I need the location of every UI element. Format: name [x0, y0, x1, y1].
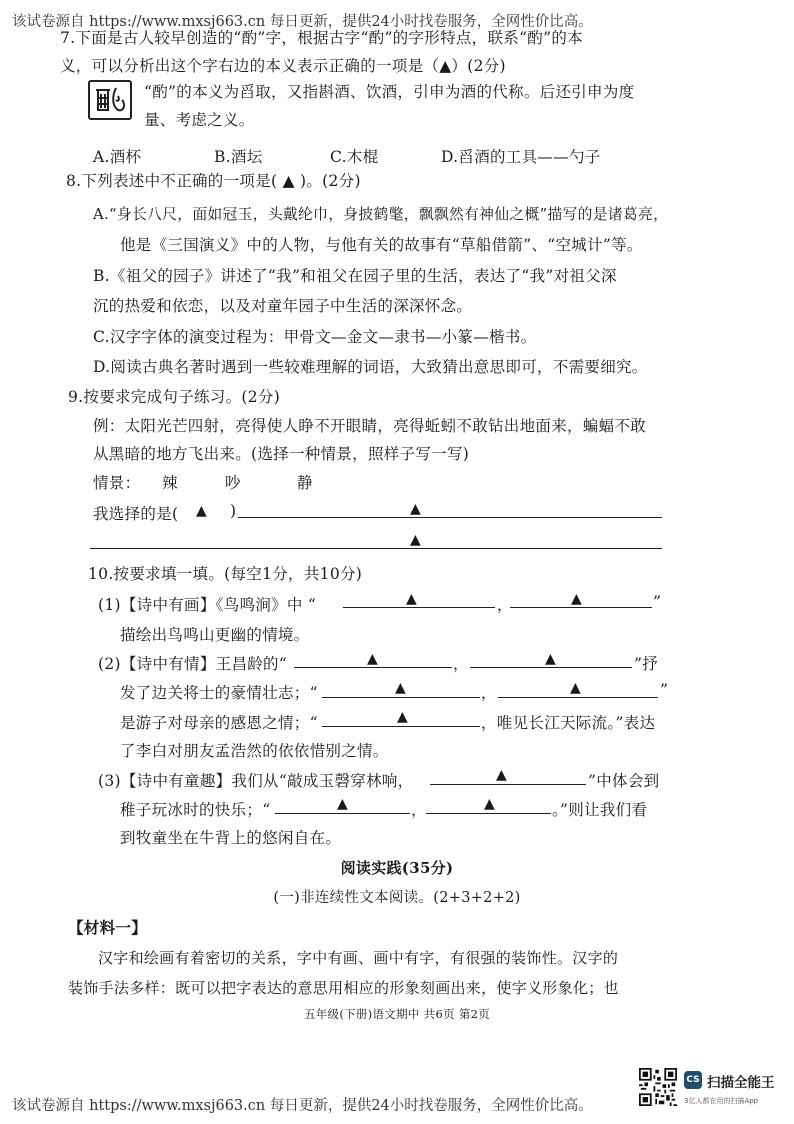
scanner-app-name: 扫描全能王	[707, 1075, 775, 1091]
q9-answer-mark1-icon: ▲	[410, 501, 421, 517]
q10-blank-8-mark-icon: ▲	[496, 767, 507, 783]
q7-line1: 7.下面是古人较早创造的“酌”字，根据古字“酌”的字形特点，联系“酌”的本	[60, 29, 583, 47]
q10-blank-1-mark-icon: ▲	[406, 591, 417, 607]
q10-blank-9-mark-icon: ▲	[337, 796, 348, 812]
q9-example-line2: 从黑暗的地方飞出来。(选择一种情景，照样子写一写)	[93, 445, 470, 463]
q10-p3-prefix-tail: ”中体会到	[588, 772, 660, 790]
q9-scene-label: 情景：	[93, 474, 141, 492]
q10-p1-comma: ，	[497, 596, 513, 614]
q7-option-d: D.舀酒的工具——勺子	[441, 148, 601, 166]
q8-option-a-line2: 他是《三国演义》中的人物，与他有关的故事有“草船借箭”、“空城计”等。	[120, 236, 643, 254]
zhuo-glyph-icon	[90, 82, 130, 118]
q8-stem: 8.下列表述中不正确的一项是( ▲ )。(2分)	[66, 172, 361, 190]
q10-p2-line4: 了李白对朋友孟浩然的依依惜别之情。	[120, 742, 389, 760]
q10-blank-9[interactable]	[275, 813, 410, 814]
material-one-heading: 【材料一】	[68, 918, 148, 937]
reading-section-title: 阅读实践(35分)	[340, 859, 454, 877]
q10-p1-close: ”	[653, 593, 662, 611]
q7-option-c: C.木棍	[330, 148, 379, 166]
q9-answer-mark2-icon: ▲	[410, 532, 421, 548]
q10-p3-line2: 稚子玩冰时的快乐；“	[120, 801, 271, 819]
q10-blank-6-mark-icon: ▲	[570, 680, 581, 696]
q8-option-c: C.汉字字体的演变过程为：甲骨文—金文—隶书—小篆—楷书。	[93, 328, 537, 346]
q8-option-d: D.阅读古典名著时遇到一些较难理解的词语，大致猜出意思即可，不需要细究。	[93, 358, 648, 376]
q10-p1-desc: 描绘出鸟鸣山更幽的情境。	[120, 626, 310, 644]
q10-blank-7-mark-icon: ▲	[397, 709, 408, 725]
q10-blank-7[interactable]	[322, 726, 480, 727]
q10-p2-close: ”抒	[634, 655, 659, 673]
q9-scene-spicy: 辣	[162, 474, 178, 492]
q8-option-b-line2: 沉的热爱和依恋，以及对童年园子中生活的深深怀念。	[93, 297, 473, 315]
q10-blank-4-mark-icon: ▲	[545, 651, 556, 667]
q9-stem: 9.按要求完成句子练习。(2分)	[68, 388, 281, 406]
q9-scene-noisy: 吵	[225, 474, 241, 492]
q7-definition-line1: “酌”的本义为舀取，又指斟酒、饮酒，引申为酒的代称。后还引申为度	[144, 83, 635, 101]
q7-option-a: A.酒杯	[93, 148, 142, 166]
reading-subsection-title: (一)非连续性文本阅读。(2+3+2+2)	[273, 890, 521, 906]
q8-option-a-line1: A.“身长八尺，面如冠玉，头戴纶巾，身披鹤氅，飘飘然有神仙之概”描写的是诸葛亮，	[93, 206, 669, 223]
q10-blank-5-mark-icon: ▲	[395, 680, 406, 696]
q10-blank-2-mark-icon: ▲	[571, 591, 582, 607]
ancient-character-seal	[88, 80, 132, 120]
q7-definition-line2: 量、考虑之义。	[144, 111, 255, 129]
q10-p2-line2-close: ”	[660, 681, 669, 699]
material-one-para-line2: 装饰手法多样：既可以把字表达的意思用相应的形象刻画出来，使字义形象化；也	[68, 979, 619, 997]
page-footer: 五年级(下册)语文期中 共6页 第2页	[303, 1007, 491, 1021]
q10-stem: 10.按要求填一填。(每空1分，共10分)	[88, 565, 363, 583]
q9-answer-line2[interactable]	[90, 548, 662, 549]
q9-example-line1: 例：太阳光芒四射，亮得使人睁不开眼睛，亮得蚯蚓不敢钻出地面来，蝙蝠不敢	[93, 417, 647, 435]
q9-choose-close: )	[230, 502, 237, 520]
q10-p2-line2: 发了边关将士的豪情壮志；“	[120, 684, 318, 702]
q9-answer-line1[interactable]	[238, 517, 662, 518]
q9-choice-mark-icon: ▲	[196, 503, 207, 519]
q10-blank-8[interactable]	[430, 784, 586, 785]
q10-blank-6[interactable]	[498, 697, 658, 698]
camscanner-logo-icon: CS	[684, 1071, 702, 1089]
q10-p1-prefix: (1)【诗中有画】《鸟鸣涧》中 “	[98, 596, 317, 614]
q10-blank-10[interactable]	[426, 813, 551, 814]
q10-blank-3[interactable]	[294, 667, 452, 668]
q10-p2-line3-tail: ，唯见长江天际流。”表达	[481, 714, 656, 732]
q10-blank-2[interactable]	[510, 607, 652, 608]
q10-p3-prefix: (3)【诗中有童趣】我们从“敲成玉磬穿林响，	[98, 772, 414, 790]
q10-blank-1[interactable]	[343, 607, 495, 608]
q10-p2-prefix: (2)【诗中有情】王昌龄的“	[98, 655, 288, 673]
q10-p2-line3: 是游子对母亲的感恩之情；“	[120, 714, 318, 732]
q10-p2-comma: ，	[453, 655, 469, 673]
scanner-app-tagline: 3亿人都在用的扫描App	[684, 1097, 759, 1105]
q10-blank-5[interactable]	[322, 697, 480, 698]
q10-blank-10-mark-icon: ▲	[484, 796, 495, 812]
watermark-bottom: 该试卷源自 https://www.mxsj663.cn 每日更新，提供24小时找卷服务，全网性价比高。	[12, 1098, 593, 1114]
q9-scene-quiet: 静	[297, 474, 313, 492]
q9-choose-label: 我选择的是(	[93, 505, 179, 523]
material-one-para-line1: 汉字和绘画有着密切的关系，字中有画、画中有字，有很强的装饰性。汉字的	[98, 949, 619, 967]
q10-p3-line2-comma: ，	[411, 801, 427, 819]
q7-option-b: B.酒坛	[214, 148, 263, 166]
q10-p3-line2-tail: 。”则让我们看	[552, 801, 648, 819]
q8-option-b-line1: B.《祖父的园子》讲述了“我”和祖父在园子里的生活，表达了“我”对祖父深	[93, 267, 617, 285]
q10-p2-line2-comma: ，	[481, 684, 497, 702]
qr-code-icon	[639, 1068, 677, 1106]
q10-p3-line3: 到牧童坐在牛背上的悠闲自在。	[120, 829, 342, 847]
q10-blank-3-mark-icon: ▲	[367, 651, 378, 667]
q7-line2: 义，可以分析出这个字右边的本义表示正确的一项是（▲）(2分)	[60, 57, 506, 75]
q10-blank-4[interactable]	[470, 667, 632, 668]
watermark-top: 该试卷源自 https://www.mxsj663.cn 每日更新，提供24小时找卷服务，全网性价比高。	[12, 14, 593, 30]
